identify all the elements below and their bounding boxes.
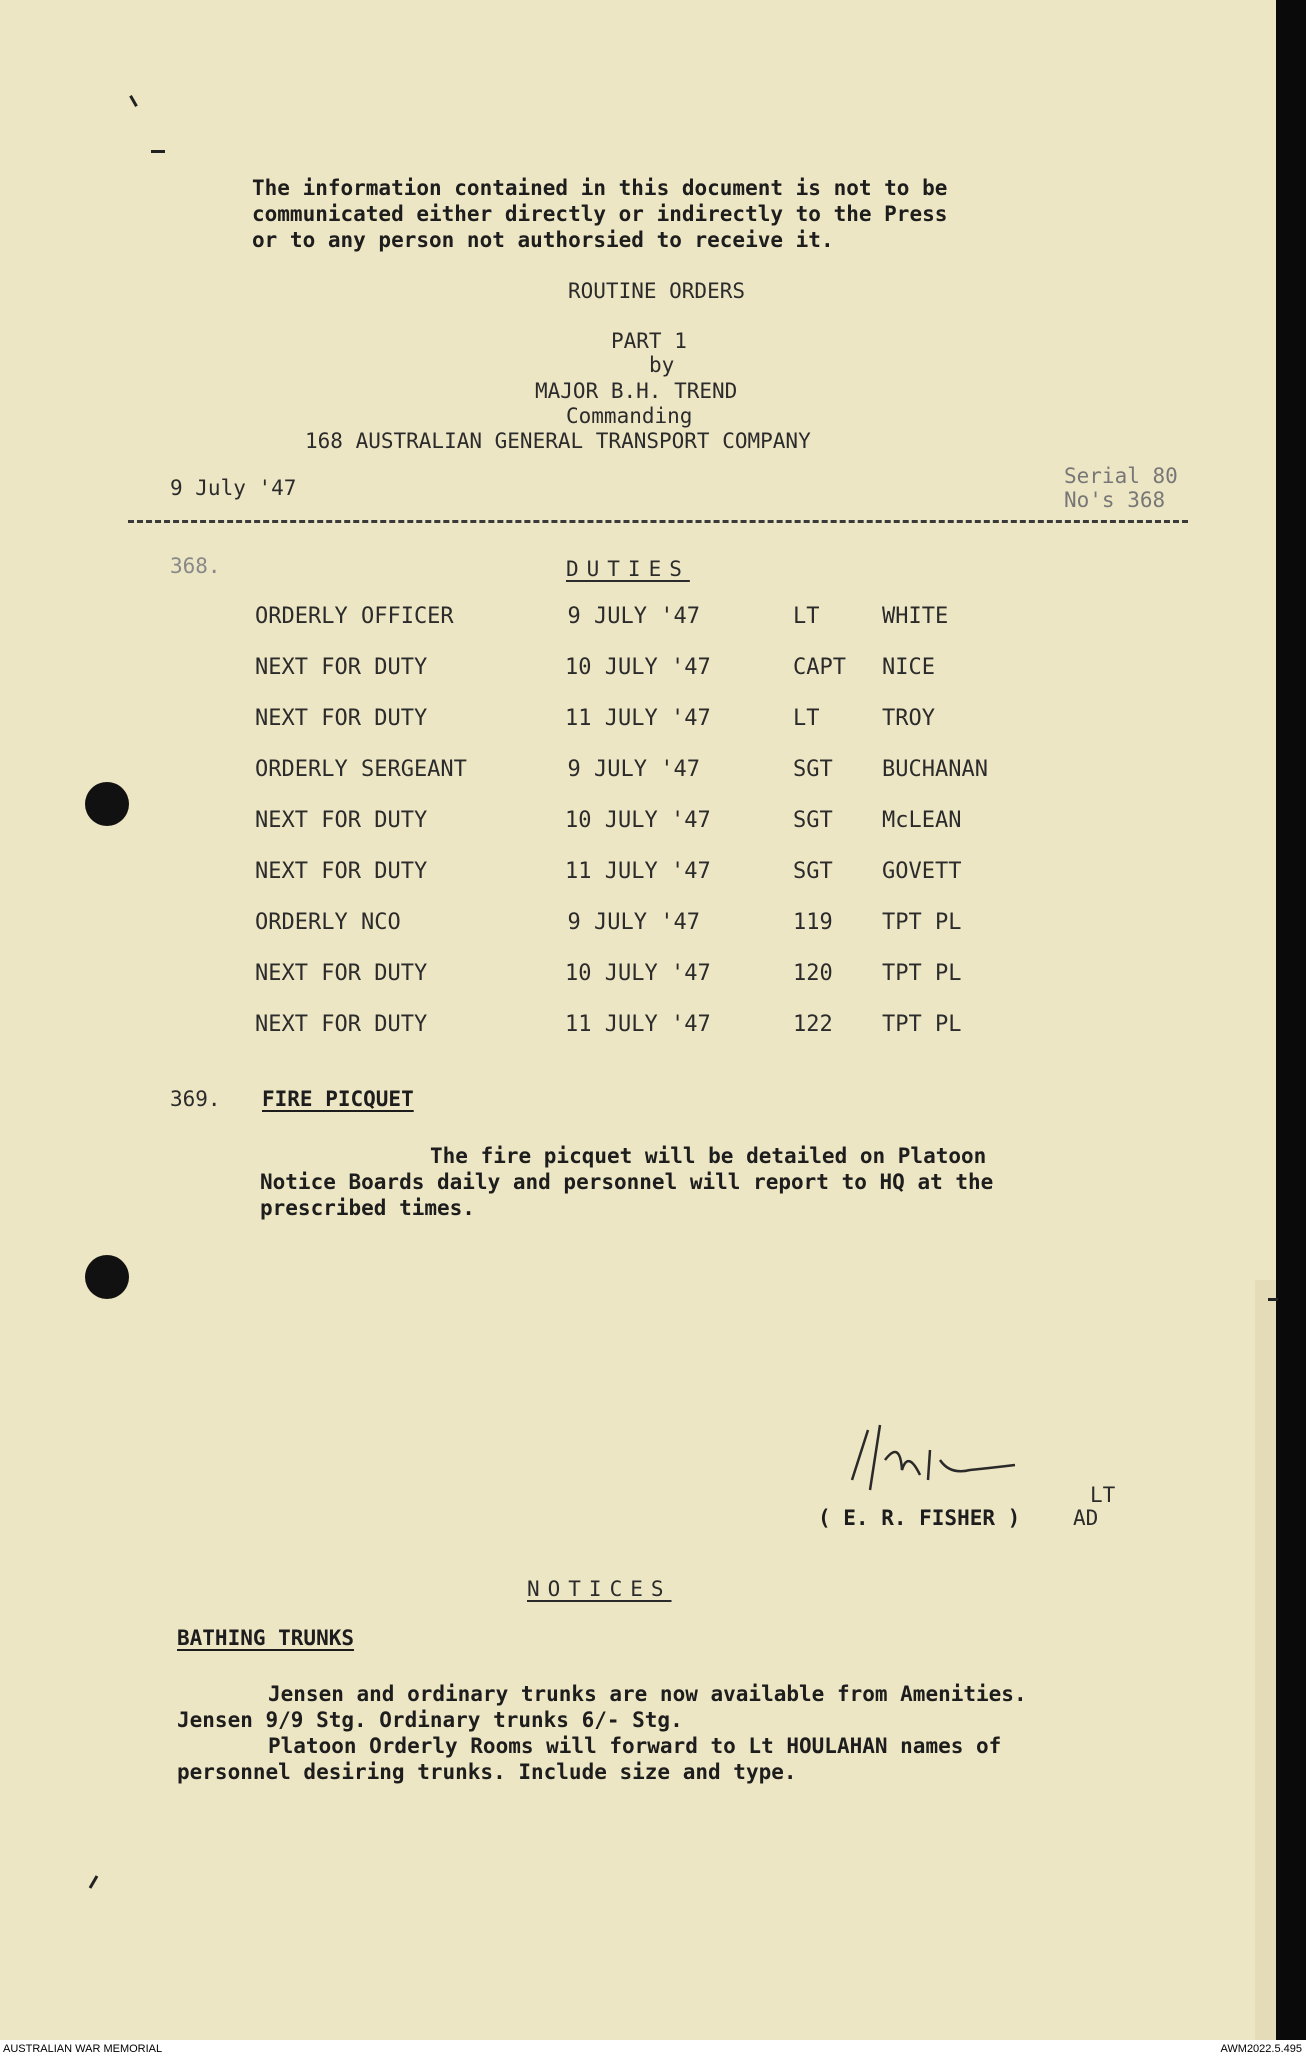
duty-name: TPT PL	[882, 1012, 962, 1037]
duty-rank: 119	[793, 910, 833, 935]
duty-name: GOVETT	[882, 859, 962, 884]
duty-rank: LT	[793, 706, 820, 731]
signatory-appointment: AD	[1073, 1506, 1099, 1530]
duties-heading: DUTIES	[566, 557, 690, 581]
fire-picquet-line-3: prescribed times.	[260, 1196, 475, 1220]
archive-reference: AWM2022.5.495	[1220, 2043, 1302, 2055]
duty-date: 11 JULY '47	[565, 859, 711, 884]
by-label: by	[649, 353, 675, 377]
duty-role: ORDERLY SERGEANT	[255, 757, 467, 782]
bathing-trunks-heading: BATHING TRUNKS	[177, 1626, 355, 1650]
duty-date: 10 JULY '47	[565, 961, 711, 986]
notice-line-2: Jensen 9/9 Stg. Ordinary trunks 6/- Stg.	[177, 1708, 683, 1732]
part-label: PART 1	[611, 329, 687, 353]
duty-name: NICE	[882, 655, 935, 680]
signatory-rank: LT	[1090, 1483, 1116, 1507]
duty-date: 9 JULY '47	[567, 910, 700, 935]
section-divider	[128, 520, 1188, 523]
routine-orders-title: ROUTINE ORDERS	[568, 279, 746, 303]
duty-rank: SGT	[793, 859, 833, 884]
duty-rank: SGT	[793, 808, 833, 833]
duty-rank: LT	[793, 604, 820, 629]
duty-date: 11 JULY '47	[565, 1012, 711, 1037]
duty-role: NEXT FOR DUTY	[255, 1012, 428, 1037]
notice-line-1: Jensen and ordinary trunks are now available from Amenities.	[268, 1682, 1027, 1706]
duty-name: BUCHANAN	[882, 757, 988, 782]
notice-line-4: personnel desiring trunks. Include size and type.	[177, 1760, 797, 1784]
duty-rank: 120	[793, 961, 833, 986]
duty-role: NEXT FOR DUTY	[255, 808, 428, 833]
punch-hole-top	[85, 782, 129, 826]
duty-role: NEXT FOR DUTY	[255, 655, 428, 680]
duty-date: 10 JULY '47	[565, 655, 711, 680]
duty-role: ORDERLY OFFICER	[255, 604, 454, 629]
duty-date: 10 JULY '47	[565, 808, 711, 833]
order-368-number: 368.	[170, 554, 221, 578]
duty-name: TROY	[882, 706, 935, 731]
paper-fold	[1255, 1280, 1276, 2040]
security-notice-line-3: or to any person not authorsied to receive it.	[252, 228, 834, 252]
notices-heading: NOTICES	[527, 1577, 672, 1601]
archive-footer	[0, 2040, 1306, 2061]
duty-rank: SGT	[793, 757, 833, 782]
duty-rank: CAPT	[793, 655, 846, 680]
commanding-label: Commanding	[566, 404, 693, 428]
duty-date: 11 JULY '47	[565, 706, 711, 731]
duty-date: 9 JULY '47	[567, 757, 700, 782]
duty-rank: 122	[793, 1012, 833, 1037]
fire-picquet-heading: FIRE PICQUET	[262, 1087, 414, 1111]
duty-name: McLEAN	[882, 808, 962, 833]
order-369-number: 369.	[170, 1087, 221, 1111]
serial-nos: No's 368	[1064, 488, 1166, 512]
duty-name: TPT PL	[882, 910, 962, 935]
duty-role: NEXT FOR DUTY	[255, 961, 428, 986]
commanding-officer: MAJOR B.H. TREND	[535, 379, 738, 403]
duty-role: NEXT FOR DUTY	[255, 706, 428, 731]
duty-name: WHITE	[882, 604, 949, 629]
handwritten-signature	[840, 1420, 1100, 1510]
archive-name: AUSTRALIAN WAR MEMORIAL	[3, 2043, 163, 2055]
serial-number: Serial 80	[1064, 464, 1178, 488]
duty-name: TPT PL	[882, 961, 962, 986]
signatory-name: ( E. R. FISHER )	[818, 1506, 1021, 1530]
stray-mark	[1268, 1298, 1278, 1301]
order-date: 9 July '47	[170, 476, 297, 500]
notice-line-3: Platoon Orderly Rooms will forward to Lt HOULAHAN names of	[268, 1734, 1002, 1758]
page-edge-shadow	[1276, 0, 1306, 2040]
stray-mark	[151, 150, 165, 153]
fire-picquet-line-1: The fire picquet will be detailed on Platoon	[430, 1144, 987, 1168]
fire-picquet-line-2: Notice Boards daily and personnel will report to HQ at the	[260, 1170, 994, 1194]
unit-name: 168 AUSTRALIAN GENERAL TRANSPORT COMPANY	[305, 429, 811, 453]
duty-role: ORDERLY NCO	[255, 910, 401, 935]
duty-role: NEXT FOR DUTY	[255, 859, 428, 884]
security-notice-line-1: The information contained in this document is not to be	[252, 176, 948, 200]
security-notice-line-2: communicated either directly or indirectly to the Press	[252, 202, 948, 226]
duty-date: 9 JULY '47	[567, 604, 700, 629]
punch-hole-bottom	[85, 1255, 129, 1299]
